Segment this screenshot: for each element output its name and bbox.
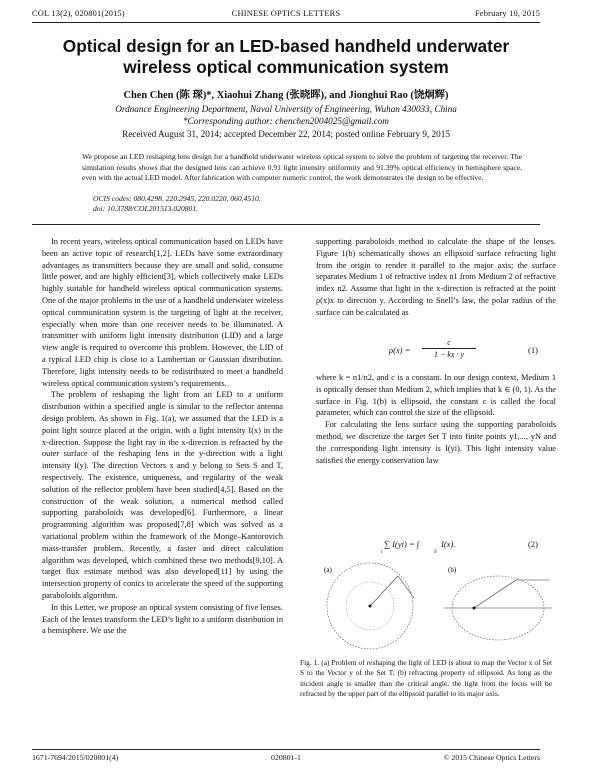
focus bbox=[473, 607, 476, 610]
footer-copyright: © 2015 Chinese Optics Letters bbox=[443, 753, 540, 762]
paragraph: where k = n1/n2, and c is a constant. In our design context, Medium 1 is optically denser than Medium 2, which implies that k ∈ (0, 1). As the surface in Fig. 1(b) is ellipsoid, the constant c is called the focal parameter, which can control the size of the ellipsoid. bbox=[316, 373, 556, 418]
ocis-codes: OCIS codes: 080.4298, 220.2945, 220.0220, 060.4510. bbox=[93, 194, 261, 203]
figure-1 bbox=[318, 558, 555, 654]
equation-2-index: i bbox=[381, 549, 383, 555]
header-journal-ref: COL 13(2), 020801(2015) bbox=[32, 9, 125, 18]
header-rule bbox=[32, 22, 540, 23]
fraction-bar bbox=[422, 348, 476, 349]
header-date: February 10, 2015 bbox=[474, 9, 540, 18]
doi: doi: 10.3788/COL201513.020801. bbox=[93, 204, 199, 213]
fig-label-a: (a) bbox=[324, 566, 332, 574]
equation-2-rhs: I(x). bbox=[441, 539, 456, 549]
received-dates: Received August 31, 2014; accepted December 22, 2014; posted online February 9, 2015 bbox=[122, 129, 450, 139]
equation-2-subscript: S bbox=[434, 549, 437, 555]
body-column-left bbox=[42, 236, 283, 637]
equation-1-denominator: 1 − kx · y bbox=[433, 350, 465, 359]
figure-1a bbox=[324, 563, 414, 649]
corresponding-author: *Corresponding author: chenchen2004025@gmail.com bbox=[183, 116, 389, 126]
paragraph: For calculating the lens surface using the supporting paraboloids method, we discretize the target Set T into finite points y1,..., yN and the corresponding light intensity is I(yi). This light intensity value satisfies the energy conservation law bbox=[316, 420, 556, 465]
running-header bbox=[32, 7, 540, 21]
equation-2-body: ∑ I(yi) = ∫ bbox=[384, 539, 420, 549]
equation-1-number: (1) bbox=[528, 345, 538, 355]
paper-title: Optical design for an LED-based handheld underwater wireless optical communication system bbox=[62, 36, 510, 77]
figure-1b bbox=[444, 566, 552, 640]
abstract-rule bbox=[32, 224, 540, 225]
footer-rule bbox=[32, 749, 540, 750]
paragraph: supporting paraboloids method to calculate the shape of the lenses. Figure 1(b) schematically shows an ellipsoid surface refracting light from the origin to render it parallel to the major axis; the surface separates Medium 1 of refractive index n1 from Medium 2 of refractive index n2. Assume that light in the x-direction is refracted at the point ρ(x)x to direction y. According to Snell’s law, the polar radius of the surface can be calculated as bbox=[316, 237, 556, 317]
author-list: Chen Chen (陈 琛)*, Xiaohui Zhang (张晓晖), and Jionghui Rao (饶炯辉) bbox=[123, 90, 449, 101]
ocis-block bbox=[93, 194, 261, 214]
incident-ray bbox=[474, 580, 516, 608]
equation-1-lhs: ρ(x) = bbox=[389, 345, 411, 355]
footer-page-number: 020801-1 bbox=[271, 753, 301, 762]
header-journal-name: CHINESE OPTICS LETTERS bbox=[231, 9, 341, 18]
paragraph: In this Letter, we propose an optical system consisting of five lenses. Each of the lenses transform the LED’s light to a uniform distribution in a hemisphere. We use the bbox=[42, 602, 283, 636]
affiliation-block bbox=[32, 103, 540, 127]
paragraph: The problem of reshaping the light from an LED to a uniform distribution within a specified angle is similar to the reflector antenna design problem. As shown in Fig. 1(a), we assumed that the LED is a point light source placed at the origin, with a light intensity I(x) in the x-direction. Suppose the light ray in the x-direction is refracted by the outer surface of the reshaping lens in the y-direction with a light intensity I(y). The direction Vectors x and y belong to Sets S and T, respectively. The existence, uniqueness, and regularity of the weak solution of the reflector problem have been studied[4,5]. Based on the construction of the weak solution, a numerical method called supporting paraboloids was developed[6]. Furthermore, a linear programming algorithm was proposed[7,8] which was solved as a variational problem within the framework of the Monge–Kantorovich mass-transfer problem. Recently, a faster and direct calculation algorithm was developed, which combined these two methods[9,10]. A target flux estimate method was also developed[11] by using the intersection property of conics to accelerate the speed of the supporting paraboloids algorithm. bbox=[42, 390, 283, 600]
equation-1-numerator: c bbox=[447, 338, 451, 347]
equation-2-number: (2) bbox=[528, 539, 538, 549]
paragraph: In recent years, wireless optical communication based on LEDs have been an active topic of research[1,2]. LEDs have some extraordinary advantages as transmitters because they are small and solid, consume little power, and are highly efficient[3], which collectively make LEDs highly suitable for handheld wireless optical communication systems. One of the major problems in the use of a handheld underwater wireless optical communication system is the targeting of light at the receiver, especially when more than one receiver needs to be illuminated. A transmitter with uniform light intensity distribution (LID) and a large view angle is required to overcome this problem. However, the LID of a typical LED chip is close to a Lambertian or Gaussian distribution. Therefore, light intensity needs to be redistributed to meet a handheld wireless optical communication system’s requirements. bbox=[42, 237, 283, 388]
page-footer bbox=[32, 753, 540, 765]
ray-y bbox=[398, 576, 414, 598]
abstract: We propose an LED reshaping lens design for a handheld underwater wireless optical system to solve the problem of targeting the receiver. The simulation results shows that the designed lens can achieve 0.91 light intensity uniformity and 91.39% optical efficiency in hemisphere space, even with the actual LED model. After fabrication with computer numeric control, the work demonstrates the design to be effective. bbox=[82, 152, 522, 183]
led-source bbox=[369, 605, 372, 608]
figure-1-caption: Fig. 1. (a) Problem of reshaping the light of LED is about to map the Vector x of Set S to the Vector y of the Set T; (b) refracting property of ellipsoid. As long as the incident angle is smaller than the critical angle, the light from the focus will be refracted by the upper part of the ellipsoid parallel to its major axis. bbox=[300, 658, 552, 698]
footer-issn: 1671-7694/2015/020801(4) bbox=[32, 753, 119, 762]
equation-1-fraction bbox=[422, 338, 476, 359]
fig-label-b: (b) bbox=[448, 566, 457, 574]
affiliation: Ordnance Engineering Department, Naval University of Engineering, Wuhan 430033, China bbox=[115, 104, 457, 114]
body-column-right-cont bbox=[316, 372, 556, 466]
body-column-right bbox=[316, 236, 556, 319]
